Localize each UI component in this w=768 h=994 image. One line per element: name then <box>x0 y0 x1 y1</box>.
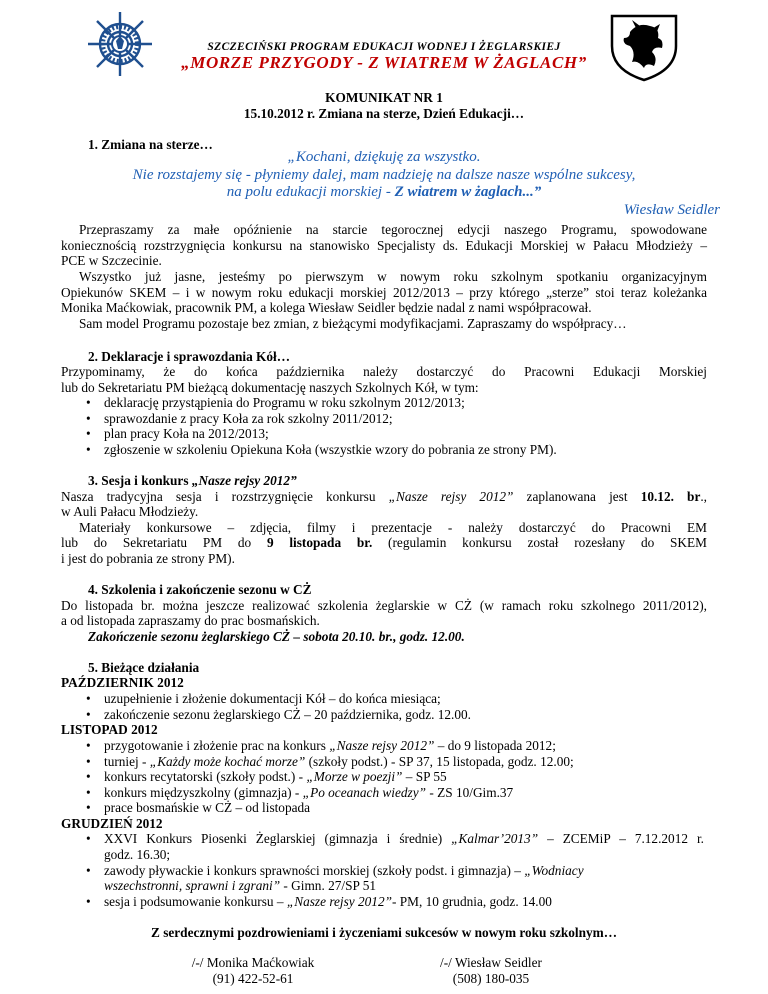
list-item: sesja i podsumowanie konkursu – „Nasze rejsy 2012”- PM, 10 grudnia, godz. 14.00 <box>104 894 552 909</box>
list-item-cont: godz. 16.30; <box>104 847 171 862</box>
bullet: • <box>86 442 91 457</box>
month-november: LISTOPAD 2012 <box>61 722 158 737</box>
list-item: przygotowanie i złożenie prac na konkurs „Nasze rejsy 2012” – do 9 listopada 2012; <box>104 738 556 753</box>
signature-name: /-/ Wiesław Seidler <box>440 955 542 970</box>
quote <box>80 149 688 202</box>
list-item-cont: wszechstronni, sprawni i zgrani” - Gimn. 27/SP 51 <box>104 878 377 893</box>
communique-number: KOMUNIKAT NR 1 <box>325 90 443 105</box>
signature-1 <box>168 955 338 986</box>
quote-line: na polu edukacji morskiej - Z wiatrem w żaglach...” <box>226 184 542 201</box>
bullet: • <box>86 894 91 909</box>
list-item: uzupełnienie i złożenie dokumentacji Kół – do końca miesiąca; <box>104 691 441 706</box>
list-item: plan pracy Koła na 2012/2013; <box>104 426 269 441</box>
communique-subtitle: 15.10.2012 r. Zmiana na sterze, Dzień Edukacji… <box>243 106 525 121</box>
list-item: konkurs międzyszkolny (gimnazja) - „Po oceanach wiedzy” - ZS 10/Gim.37 <box>104 785 514 800</box>
list-item: sprawozdanie z pracy Koła za rok szkolny 2011/2012; <box>104 411 393 426</box>
program-name: SZCZECIŃSKI PROGRAM EDUKACJI WODNEJ I ŻEGLARSKIEJ <box>207 41 561 53</box>
bullet: • <box>86 691 91 706</box>
section-4-line: a od listopada zapraszamy do prac bosmańskich. <box>61 613 320 628</box>
section-4-line: Do listopada br. można jeszcze realizować szkolenia żeglarskie w CŻ (w ramach roku szkolnego 2011/2012), <box>61 598 707 613</box>
signature-name: /-/ Monika Maćkowiak <box>191 955 315 970</box>
section-3-line: i jest do pobrania ze strony PM). <box>61 551 235 566</box>
bullet: • <box>86 863 91 878</box>
month-december: GRUDZIEŃ 2012 <box>61 816 163 831</box>
section-4-heading: 4. Szkolenia i zakończenie sezonu w CŻ <box>88 582 312 597</box>
list-item: zawody pływackie i konkurs sprawności morskiej (szkoły podst. i gimnazja) – „Wodniacy <box>104 863 584 878</box>
section-3-heading: 3. Sesja i konkurs „Nasze rejsy 2012” <box>88 473 297 488</box>
bullet: • <box>86 785 91 800</box>
paragraph-3: Sam model Programu pozostaje bez zmian, z bieżącymi modyfikacjami. Zapraszamy do współpracy… <box>79 316 627 331</box>
closing-greeting: Z serdecznymi pozdrowieniami i życzeniami sukcesów w nowym roku szkolnym… <box>151 925 617 940</box>
quote-line: Nie rozstajemy się - płyniemy dalej, mam nadzieję na dalsze nasze wspólne sukcesy, <box>132 166 636 183</box>
bullet: • <box>86 800 91 815</box>
bullet: • <box>86 769 91 784</box>
list-item: zakończenie sezonu żeglarskiego CŻ – 20 października, godz. 12.00. <box>104 707 472 722</box>
section-3-line: Materiały konkursowe – zdjęcia, filmy i prezentacje - należy dostarczyć do Pracowni EM <box>79 520 707 535</box>
bullet: • <box>86 395 91 410</box>
section-1-heading: 1. Zmiana na sterze… <box>88 137 213 152</box>
month-october: PAŹDZIERNIK 2012 <box>61 675 184 690</box>
section-3-line: lub do Sekretariatu PM do 9 listopada br. (regulamin konkursu został rozesłany do SKEM <box>61 535 707 550</box>
list-item: deklarację przystąpienia do Programu w roku szkolnym 2012/2013; <box>104 395 465 410</box>
program-title: „MORZE PRZYGODY - Z WIATREM W ŻAGLACH” <box>181 53 587 72</box>
list-item: konkurs recytatorski (szkoły podst.) - „Morze w poezji” – SP 55 <box>104 769 447 784</box>
list-item: XXVI Konkurs Piosenki Żeglarskiej (gimnazja i średnie) „Kalmar’2013” – ZCEMiP – 7.12.2012 r. <box>104 831 704 846</box>
section-5-heading: 5. Bieżące działania <box>88 660 200 675</box>
quote-bold: Z wiatrem w żaglach...” <box>394 184 542 201</box>
signature-phone: (91) 422-52-61 <box>212 970 294 986</box>
signature-2 <box>416 955 566 986</box>
signature-phone: (508) 180-035 <box>452 970 530 986</box>
bullet: • <box>86 707 91 722</box>
bullet: • <box>86 738 91 753</box>
section-2-intro: Przypominamy, że do końca października należy dostarczyć do Pracowni Edukacji Morskiej lub do Sekretariatu PM bieżącą dokumentację naszych Szkolnych Kół, w tym: <box>61 364 707 395</box>
list-item: turniej - „Każdy może kochać morze” (szkoły podst.) - SP 37, 15 listopada, godz. 12.00; <box>104 754 574 769</box>
quote-author: Wiesław Seidler <box>623 202 720 218</box>
season-end: Zakończenie sezonu żeglarskiego CŻ – sobota 20.10. br., godz. 12.00. <box>88 629 465 644</box>
list-item: zgłoszenie w szkoleniu Opiekuna Koła (wszystkie wzory do pobrania ze strony PM). <box>104 442 557 457</box>
bullet: • <box>86 411 91 426</box>
section-3-line: w Auli Pałacu Młodzieży. <box>61 504 199 519</box>
list-item: prace bosmańskie w CŻ – od listopada <box>104 800 311 815</box>
bullet: • <box>86 831 91 846</box>
paragraph-2: Wszystko już jasne, jesteśmy po pierwszym w nowym roku szkolnym spotkaniu organizacyjnym Opiekunów SKEM – i w nowym roku edukacji morskiej 2012/2013 – przy którego „sterze” stoi teraz koleżanka Monika Maćkowiak, pracownik PM, a kolega Wiesław Seidler będzie nadal z nami współpracował. <box>61 269 707 316</box>
paragraph-1: Przepraszamy za małe opóźnienie na starcie tegorocznej edycji naszego Programu, spowodowane koniecznością rozstrzygnięcia konkursu na stanowisko Specjalisty ds. Edukacji Morskiej w Pałacu Młodzieży – PCE w Szczecinie. <box>61 222 707 269</box>
bullet: • <box>86 754 91 769</box>
section-3-line: Nasza tradycyjna sesja i rozstrzygnięcie konkursu „Nasze rejsy 2012” zaplanowana jest 10.12. br., <box>61 489 708 504</box>
bullet: • <box>86 426 91 441</box>
quote-line: „Kochani, dziękuję za wszystko. <box>287 149 481 165</box>
section-2-heading: 2. Deklaracje i sprawozdania Kół… <box>88 349 291 364</box>
